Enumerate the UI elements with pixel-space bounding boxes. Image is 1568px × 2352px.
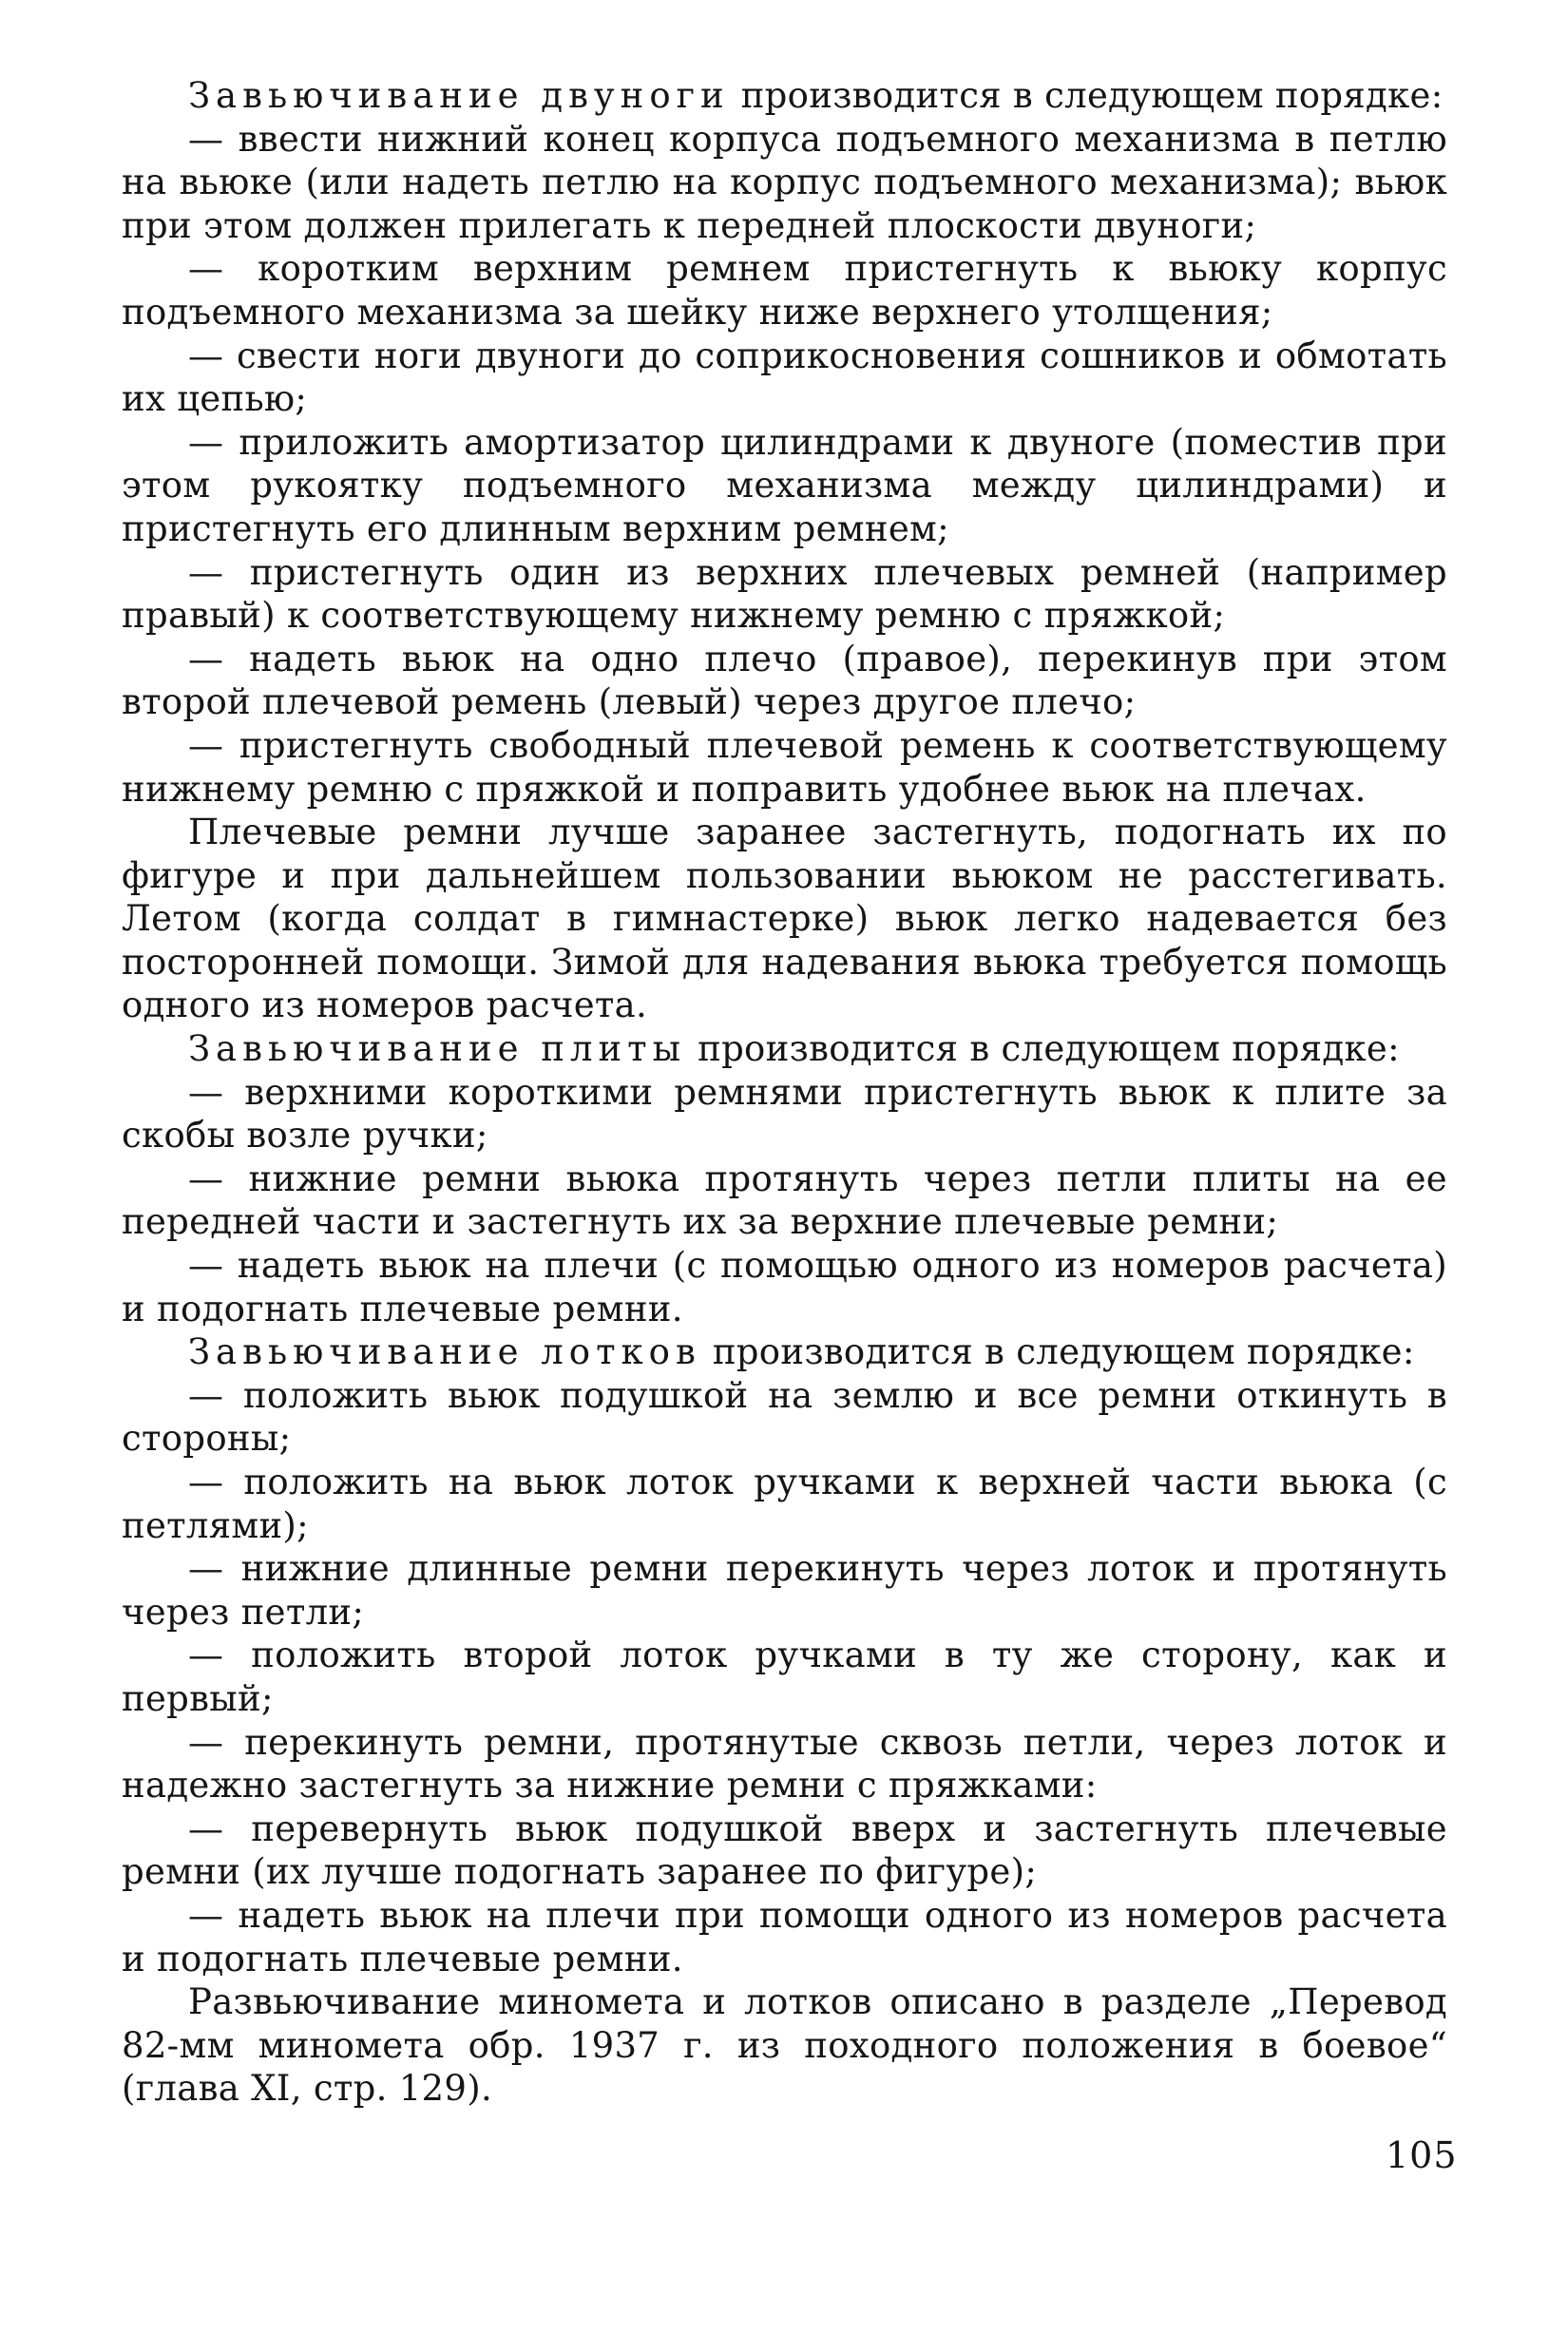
list-item: — положить вьюк подушкой на землю и все ремни откинуть в стороны; [122,1374,1447,1460]
paragraph-text: производится в следующем порядке: [686,1028,1400,1070]
list-item: — пристегнуть свободный плечевой ремень к соответствующему нижнему ремню с пряжкой и поправить удобнее вьюк на плечах. [122,724,1447,810]
list-item: — надеть вьюк на плечи (с помощью одного из номеров расчета) и подогнать плечевые ремни. [122,1245,1447,1329]
paragraph-text: производится в следующем порядке: [700,1331,1415,1373]
paragraph-shoulder-straps: Плечевые ремни лучше заранее застегнуть, подогнать их по фигуре и при дальнейшем пользовании вьюком не расстегивать. Летом (когда солдат в гимнастерке) вьюк легко надевается без посторонней помощи. Зимой для надевания вьюка требуется помощь одного из номеров расчета. [122,812,1447,1026]
list-item: — коротким верхним ремнем пристегнуть к вьюку корпус подъемного механизма за шейку ниже верхнего утолщения; [122,248,1447,333]
spaced-heading-trays: Завьючивание лотков [188,1331,701,1373]
paragraph-unloading-reference: Развьючивание миномета и лотков описано в разделе „Перевод 82-мм миномета обр. 1937 г. из походного положения в боевое“ (глава XI, стр. 129). [122,1981,1447,2110]
paragraph-plate-loading-intro [122,1027,1447,1071]
document-page [122,74,1447,2260]
list-item: — пристегнуть один из верхних плечевых ремней (например правый) к соответствующему нижнему ремню с пряжкой; [122,551,1447,637]
list-item: — перекинуть ремни, протянутые сквозь петли, через лоток и надежно застегнуть за нижние ремни с пряжками: [122,1721,1447,1807]
paragraph-trays-loading-intro [122,1330,1447,1374]
list-item: — свести ноги двуноги до соприкосновения сошников и обмотать их цепью; [122,335,1447,420]
paragraph-bipod-loading-intro [122,74,1447,118]
list-item: — надеть вьюк на одно плечо (правое), перекинув при этом второй плечевой ремень (левый) через другое плечо; [122,638,1447,723]
spaced-heading-plate: Завьючивание плиты [188,1028,687,1070]
list-item: — верхними короткими ремнями пристегнуть вьюк к плите за скобы возле ручки; [122,1071,1447,1157]
list-item: — надеть вьюк на плечи при помощи одного из номеров расчета и подогнать плечевые ремни. [122,1894,1447,1979]
spaced-heading-bipod: Завьючивание двуноги [188,75,730,116]
list-item: — приложить амортизатор цилиндрами к двуноге (поместив при этом рукоятку подъемного механизма между цилиндрами) и пристегнуть его длинным верхним ремнем; [122,421,1447,549]
paragraph-text: производится в следующем порядке: [729,75,1444,116]
list-item: — положить на вьюк лоток ручками к верхней части вьюка (с петлями); [122,1462,1447,1546]
list-item: — нижние ремни вьюка протянуть через петли плиты на ее передней части и застегнуть их за верхние плечевые ремни; [122,1157,1447,1243]
list-item: — положить второй лоток ручками в ту же сторону, как и первый; [122,1635,1447,1719]
list-item: — перевернуть вьюк подушкой вверх и застегнуть плечевые ремни (их лучше подогнать заранее по фигуре); [122,1807,1447,1893]
list-item: — ввести нижний конец корпуса подъемного механизма в петлю на вьюке (или надеть петлю на корпус подъемного механизма); вьюк при этом должен прилегать к передней плоскости двуноги; [122,118,1447,246]
list-item: — нижние длинные ремни перекинуть через лоток и протянуть через петли; [122,1548,1447,1633]
page-number: 105 [1386,2134,1458,2176]
